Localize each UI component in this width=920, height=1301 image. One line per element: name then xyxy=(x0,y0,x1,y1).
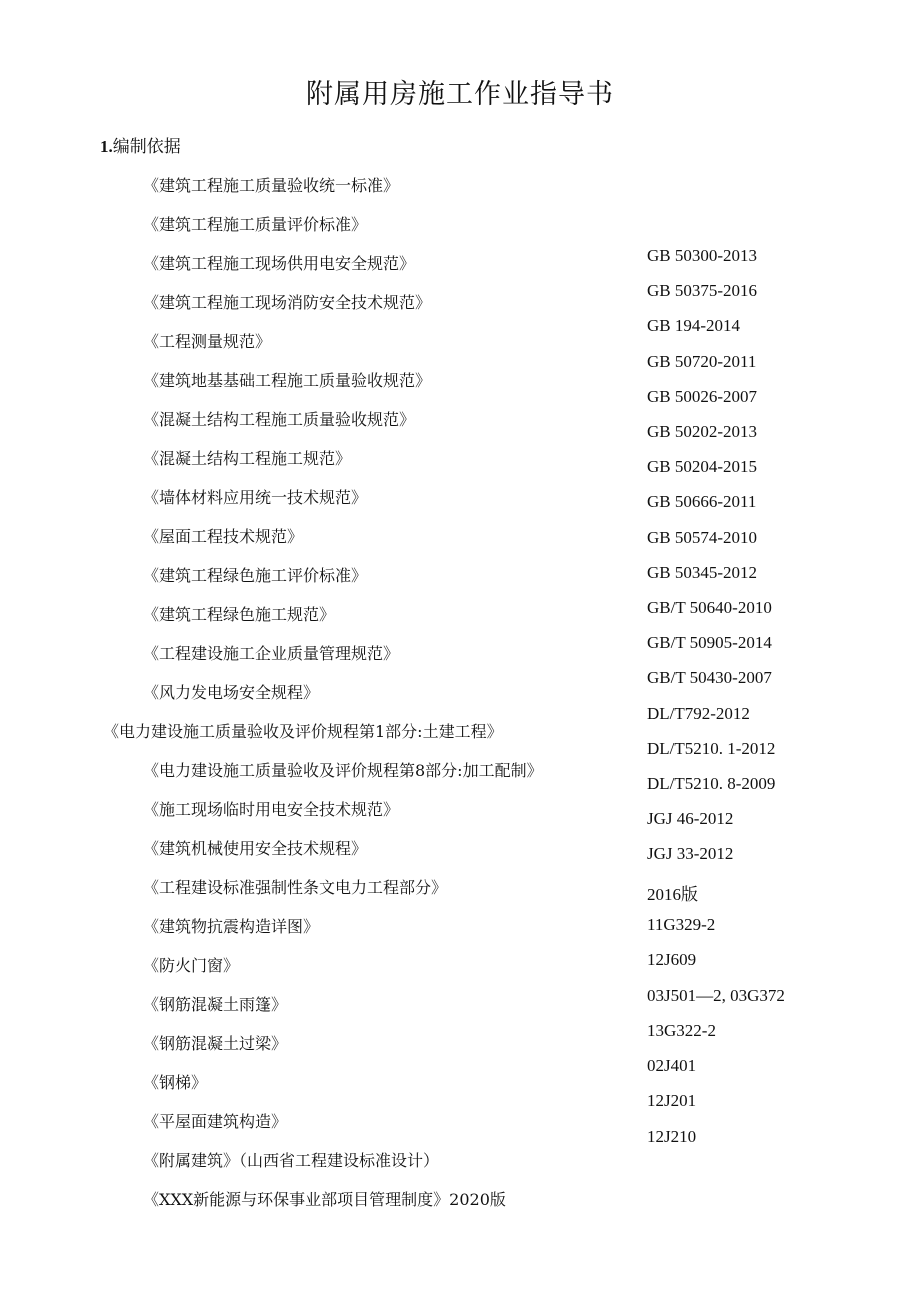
reference-item: 《XXX新能源与环保事业部项目管理制度》2020版 xyxy=(143,1190,506,1209)
standard-code: 11G329-2 xyxy=(647,915,716,934)
standard-code: 12J210 xyxy=(647,1127,697,1146)
section-title: 编制依据 xyxy=(112,137,181,157)
reference-item: 《建筑工程绿色施工评价标准》 xyxy=(143,566,368,585)
reference-item: 《平屋面建筑构造》 xyxy=(143,1112,288,1131)
reference-item: 《混凝土结构工程施工规范》 xyxy=(143,449,352,468)
standard-code: GB 50204-2015 xyxy=(647,457,758,476)
reference-item: 《钢筋混凝土雨篷》 xyxy=(143,995,288,1014)
standard-code: 12J201 xyxy=(647,1091,697,1110)
section-number: 1. xyxy=(100,137,113,156)
reference-item: 《防火门窗》 xyxy=(143,956,240,975)
reference-item: 《建筑工程施工质量评价标准》 xyxy=(143,215,368,234)
reference-item: 《墙体材料应用统一技术规范》 xyxy=(143,488,368,507)
standard-code: GB/T 50640-2010 xyxy=(647,598,772,617)
standard-code: 03J501—2, 03G372 xyxy=(647,986,785,1005)
reference-item: 《建筑工程施工现场消防安全技术规范》 xyxy=(143,293,432,312)
reference-item: 《钢筋混凝土过梁》 xyxy=(143,1034,288,1053)
standard-code: GB/T 50905-2014 xyxy=(647,633,772,652)
reference-item: 《建筑工程绿色施工规范》 xyxy=(143,605,336,624)
standard-code: 13G322-2 xyxy=(647,1021,716,1040)
reference-item: 《建筑机械使用安全技术规程》 xyxy=(143,839,368,858)
section-heading xyxy=(100,132,181,157)
standard-code: GB 50574-2010 xyxy=(647,528,758,547)
standard-code: 02J401 xyxy=(647,1056,697,1075)
standard-code: 2016版 xyxy=(647,885,698,904)
standard-code: GB 50202-2013 xyxy=(647,422,758,441)
standard-code: GB 50300-2013 xyxy=(647,246,758,265)
reference-item: 《建筑地基基础工程施工质量验收规范》 xyxy=(143,371,432,390)
standard-code: 12J609 xyxy=(647,950,697,969)
reference-item: 《屋面工程技术规范》 xyxy=(143,527,304,546)
document-title: 附属用房施工作业指导书 xyxy=(306,79,614,110)
reference-item: 《附属建筑》（山西省工程建设标准设计） xyxy=(143,1151,440,1170)
reference-item: 《施工现场临时用电安全技术规范》 xyxy=(143,800,400,819)
reference-item: 《建筑物抗震构造详图》 xyxy=(143,917,320,936)
standard-code: GB 194-2014 xyxy=(647,316,741,335)
reference-item: 《风力发电场安全规程》 xyxy=(143,683,320,702)
reference-item: 《钢梯》 xyxy=(143,1073,208,1092)
reference-item: 《工程建设标准强制性条文电力工程部分》 xyxy=(143,878,448,897)
reference-item: 《建筑工程施工质量验收统一标准》 xyxy=(143,176,400,195)
reference-item: 《混凝土结构工程施工质量验收规范》 xyxy=(143,410,416,429)
reference-item: 《工程建设施工企业质量管理规范》 xyxy=(143,644,400,663)
standard-code: GB 50026-2007 xyxy=(647,387,758,406)
standard-code: JGJ 33-2012 xyxy=(647,844,734,863)
standard-code: GB 50720-2011 xyxy=(647,352,757,371)
standard-code: DL/T5210. 8-2009 xyxy=(647,774,776,793)
reference-item: 《电力建设施工质量验收及评价规程第1部分:土建工程》 xyxy=(103,722,503,741)
standard-code: GB/T 50430-2007 xyxy=(647,668,772,687)
reference-item: 《电力建设施工质量验收及评价规程第8部分:加工配制》 xyxy=(143,761,543,780)
reference-item: 《工程测量规范》 xyxy=(143,332,272,351)
reference-item: 《建筑工程施工现场供用电安全规范》 xyxy=(143,254,416,273)
standard-code: GB 50375-2016 xyxy=(647,281,758,300)
standard-code: GB 50666-2011 xyxy=(647,492,757,511)
standard-code: GB 50345-2012 xyxy=(647,563,758,582)
standard-code: DL/T5210. 1-2012 xyxy=(647,739,776,758)
standard-code: DL/T792-2012 xyxy=(647,704,750,723)
standard-code: JGJ 46-2012 xyxy=(647,809,734,828)
